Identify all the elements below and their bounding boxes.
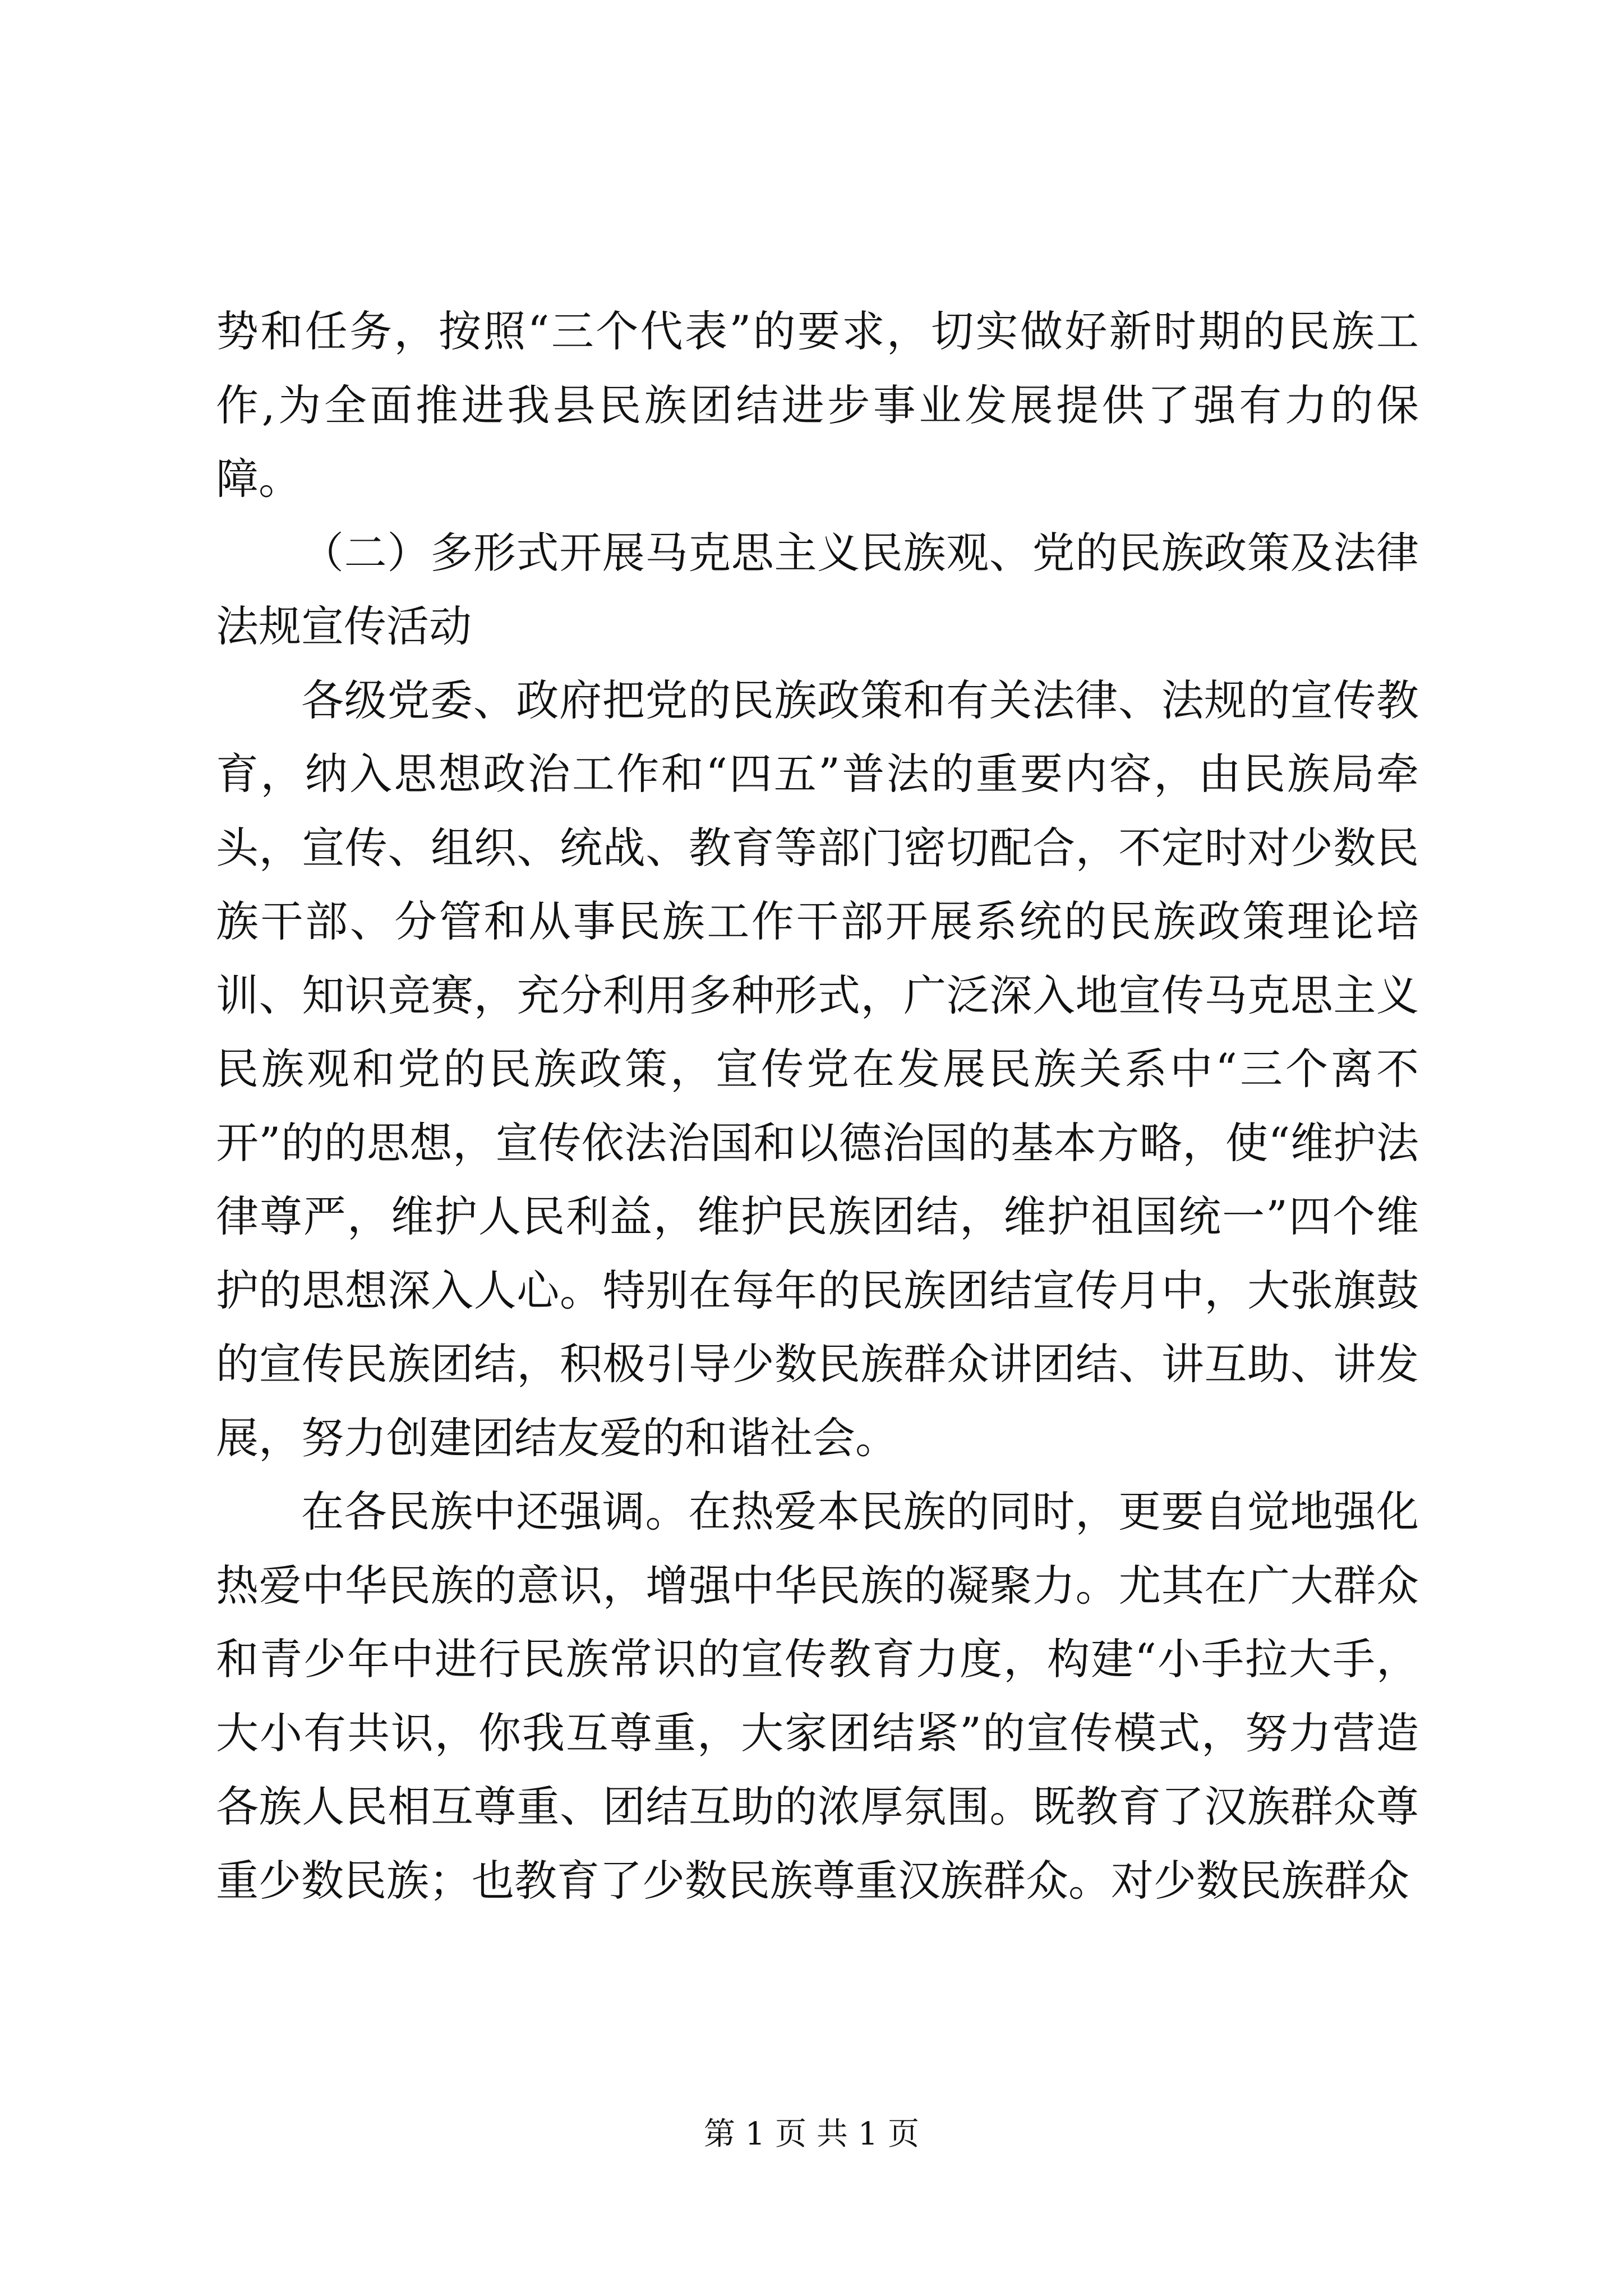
page-number-label: 第 1 页 共 1 页 (703, 2116, 920, 2152)
section-heading: （二）多形式开展马克思主义民族观、党的民族政策及法律法规宣传活动 (216, 527, 1419, 651)
page-footer (0, 2115, 1623, 2154)
paragraph-policy-promotion: 各级党委、政府把党的民族政策和有关法律、法规的宣传教育，纳入思想政治工作和“四五”普法的重要内容，由民族局牵头，宣传、组织、统战、教育等部门密切配合，不定时对少数民族干部、分管和从事民族工作干部开展系统的民族政策理论培训、知识竞赛，充分利用多种形式，广泛深入地宣传马克思主义民族观和党的民族政策，宣传党在发展民族关系中“三个离不开”的的思想，宣传依法治国和以德治国的基本方略，使“维护法律尊严，维护人民利益，维护民族团结，维护祖国统一”四个维护的思想深入人心。特别在每年的民族团结宣传月中，大张旗鼓的宣传民族团结，积极引导少数民族群众讲团结、讲互助、讲发展，努力创建团结友爱的和谐社会。 (216, 675, 1419, 1463)
document-body (216, 295, 1419, 1917)
paragraph-national-unity: 在各民族中还强调。在热爱本民族的同时，更要自觉地强化热爱中华民族的意识，增强中华民族的凝聚力。尤其在广大群众和青少年中进行民族常识的宣传教育力度，构建“小手拉大手，大小有共识，你我互尊重，大家团结紧”的宣传模式，努力营造各族人民相互尊重、团结互助的浓厚氛围。既教育了汉族群众尊重少数民族；也教育了少数民族尊重汉族群众。对少数民族群众 (216, 1487, 1419, 1906)
paragraph-continuation: 势和任务，按照“三个代表”的要求，切实做好新时期的民族工作,为全面推进我县民族团结进步事业发展提供了强有力的保障。 (216, 306, 1419, 504)
